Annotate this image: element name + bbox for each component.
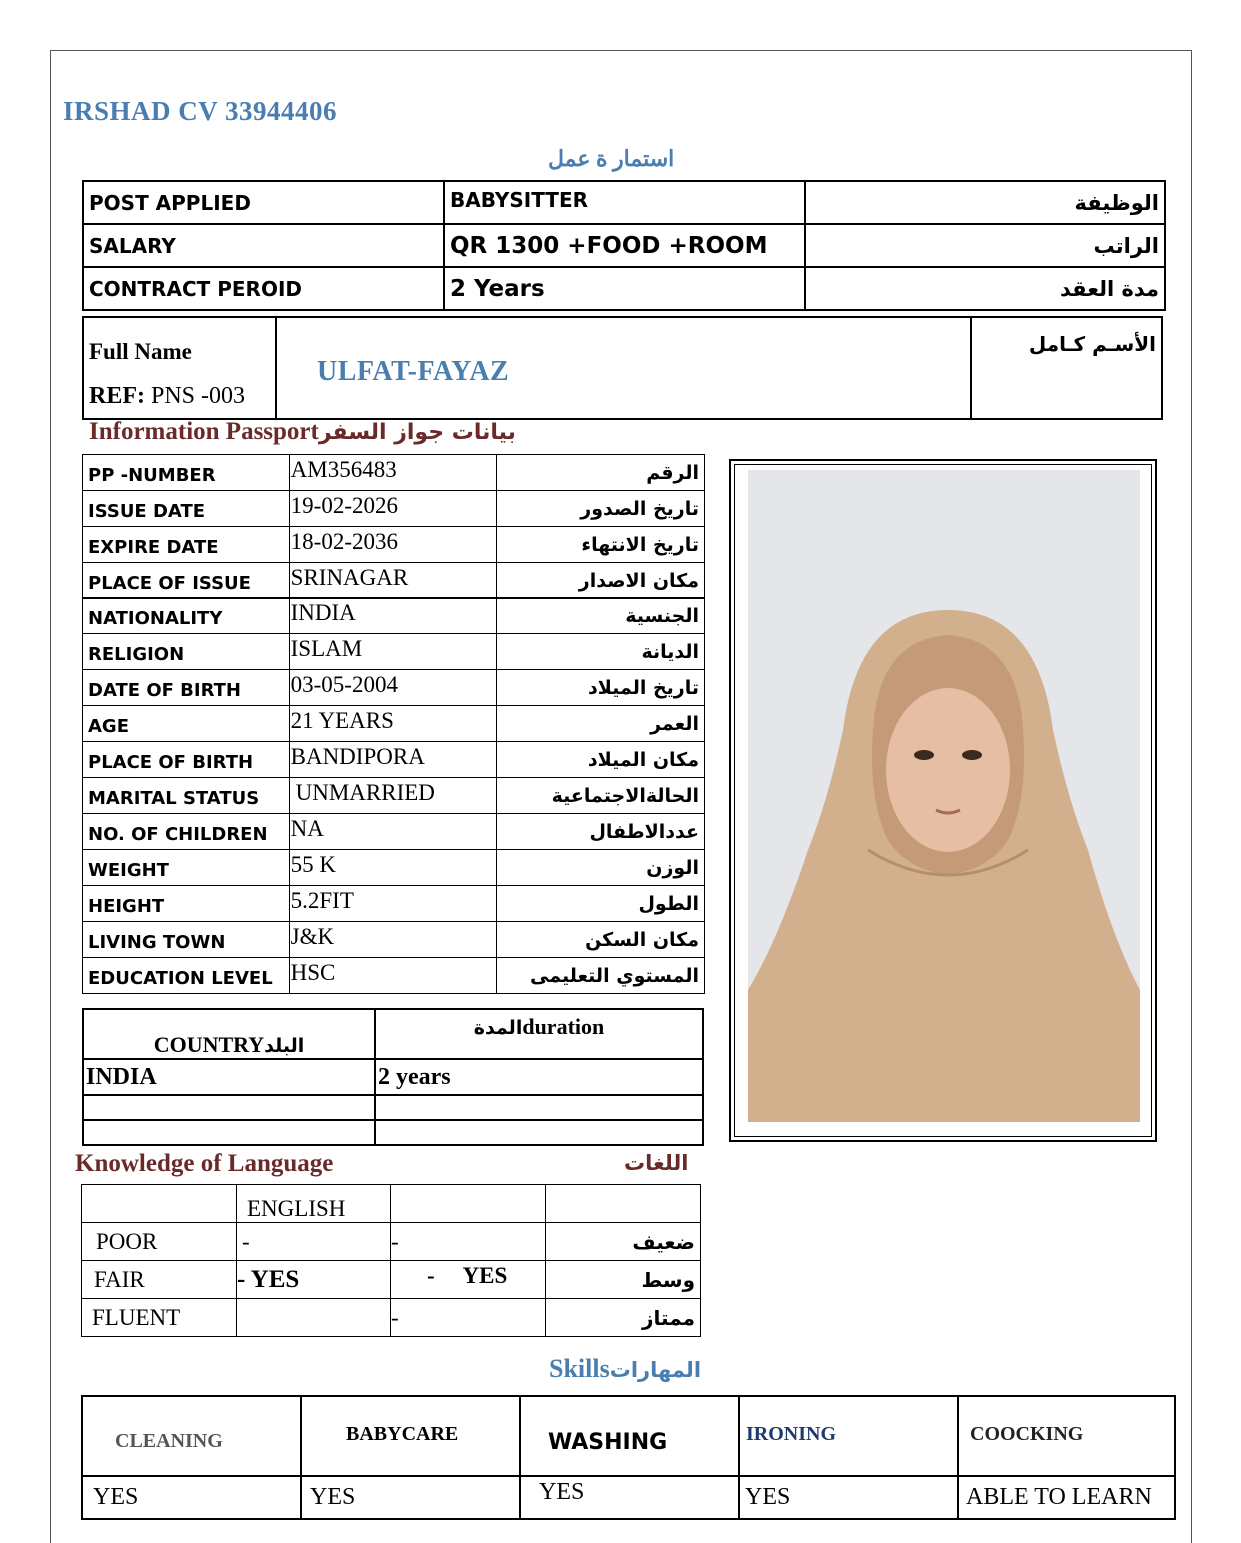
row-label-arabic: تاريخ الانتهاء <box>497 527 705 563</box>
row-label: PP -NUMBER <box>83 455 290 491</box>
row-label-arabic: عددالاطفال <box>497 814 705 850</box>
table-row <box>83 598 705 634</box>
skills-title-en: Skills <box>549 1354 610 1383</box>
job-value: BABYSITTER <box>444 181 805 224</box>
row-label: WEIGHT <box>83 850 290 886</box>
row-label-arabic: الوزن <box>497 850 705 886</box>
job-row-post <box>83 181 1165 224</box>
table-row <box>83 922 705 958</box>
experience-duration: 2 years <box>375 1059 703 1095</box>
full-name-label: Full Name <box>89 339 192 364</box>
experience-table <box>82 1008 704 1146</box>
job-table <box>82 180 1166 311</box>
table-row <box>83 455 705 491</box>
passport-title-en: Information Passport <box>89 418 319 445</box>
row-value: 21 YEARS <box>289 706 497 742</box>
job-label: CONTRACT PEROID <box>83 267 444 310</box>
row-label: PLACE OF BIRTH <box>83 742 290 778</box>
table-row <box>83 958 705 994</box>
row-label-arabic: مكان الميلاد <box>497 742 705 778</box>
row-value: 18-02-2036 <box>289 527 497 563</box>
country-header-ar: البلد <box>264 1035 305 1057</box>
table-row <box>83 634 705 670</box>
language-level: POOR <box>82 1223 237 1261</box>
row-value: BANDIPORA <box>289 742 497 778</box>
row-label: EXPIRE DATE <box>83 527 290 563</box>
table-row <box>82 1476 1175 1519</box>
country-header <box>83 1009 375 1059</box>
row-value: J&K <box>289 922 497 958</box>
job-row-salary <box>83 224 1165 267</box>
table-row <box>83 491 705 527</box>
table-row <box>83 886 705 922</box>
language-arabic-value: - YES <box>391 1261 546 1299</box>
language-table <box>81 1184 701 1337</box>
ref-value: PNS -003 <box>151 383 246 409</box>
country-header-en: COUNTRY <box>153 1032 265 1057</box>
row-value: HSC <box>289 958 497 994</box>
row-value: 5.2FIT <box>289 886 497 922</box>
duration-header-ar: المدة <box>473 1017 523 1039</box>
row-label: LIVING TOWN <box>83 922 290 958</box>
row-label-arabic: الحالةالاجتماعية <box>497 778 705 814</box>
row-label-arabic: المستوي التعليمى <box>497 958 705 994</box>
skill-value: ABLE TO LEARN <box>958 1476 1175 1519</box>
table-row <box>83 563 705 599</box>
portrait-illustration <box>748 470 1140 1122</box>
table-row <box>82 1185 701 1223</box>
job-value: 2 Years <box>444 267 805 310</box>
skills-table <box>81 1395 1176 1520</box>
passport-table <box>82 454 705 599</box>
row-label-arabic: الرقم <box>497 455 705 491</box>
passport-section-title <box>89 418 516 446</box>
language-english-value: - YES <box>237 1261 391 1299</box>
ref-label: REF: <box>89 383 145 409</box>
form-title-arabic: استمار ة عمل <box>548 146 675 171</box>
job-label-arabic: الراتب <box>805 224 1165 267</box>
language-level-arabic: ضعيف <box>546 1223 701 1261</box>
job-label: POST APPLIED <box>83 181 444 224</box>
row-label: NATIONALITY <box>83 598 290 634</box>
row-value: INDIA <box>289 598 497 634</box>
row-label: EDUCATION LEVEL <box>83 958 290 994</box>
table-row <box>83 778 705 814</box>
table-row <box>83 706 705 742</box>
table-row <box>82 1223 701 1261</box>
row-value: NA <box>289 814 497 850</box>
row-label: MARITAL STATUS <box>83 778 290 814</box>
language-english-value: - <box>237 1223 391 1261</box>
row-label-arabic: مكان الاصدار <box>497 563 705 599</box>
table-row <box>83 850 705 886</box>
row-label: HEIGHT <box>83 886 290 922</box>
job-label-arabic: مدة العقد <box>805 267 1165 310</box>
applicant-photo <box>748 470 1140 1122</box>
name-table <box>82 316 1163 420</box>
row-label: PLACE OF ISSUE <box>83 563 290 599</box>
table-row <box>83 1059 703 1095</box>
passport-title-ar: بيانات جواز السفر <box>318 420 516 445</box>
row-value: ISLAM <box>289 634 497 670</box>
language-level-arabic: وسط <box>546 1261 701 1299</box>
full-name-value: ULFAT-FAYAZ <box>276 317 971 419</box>
language-section-title-arabic: اللغات <box>624 1151 689 1175</box>
experience-country: INDIA <box>83 1059 375 1095</box>
job-row-contract <box>83 267 1165 310</box>
table-row <box>83 527 705 563</box>
table-row <box>83 670 705 706</box>
row-value: 19-02-2026 <box>289 491 497 527</box>
row-value: UNMARRIED <box>289 778 497 814</box>
row-label-arabic: تاريخ الميلاد <box>497 670 705 706</box>
duration-header <box>375 1009 703 1059</box>
ref-line <box>89 374 270 418</box>
row-label: RELIGION <box>83 634 290 670</box>
table-row <box>82 1261 701 1299</box>
language-level-arabic: ممتاز <box>546 1299 701 1337</box>
row-label: ISSUE DATE <box>83 491 290 527</box>
job-label-arabic: الوظيفة <box>805 181 1165 224</box>
row-label-arabic: تاريخ الصدور <box>497 491 705 527</box>
table-row <box>83 742 705 778</box>
row-value: 55 K <box>289 850 497 886</box>
row-label-arabic: الجنسية <box>497 598 705 634</box>
skill-value: YES <box>82 1476 301 1519</box>
full-name-label-arabic: الأسـم كـامل <box>971 317 1162 419</box>
skill-name: BABYCARE <box>301 1396 520 1476</box>
duration-header-en: duration <box>522 1014 605 1039</box>
skill-name: COOCKING <box>958 1396 1175 1476</box>
english-column-header: ENGLISH <box>237 1185 391 1223</box>
row-label: AGE <box>83 706 290 742</box>
cv-title: IRSHAD CV 33944406 <box>63 96 338 126</box>
language-arabic-value: - <box>391 1223 546 1261</box>
row-label-arabic: العمر <box>497 706 705 742</box>
table-row <box>82 1299 701 1337</box>
row-value: AM356483 <box>289 455 497 491</box>
personal-table <box>82 597 705 994</box>
skill-value: YES <box>520 1476 739 1519</box>
row-label-arabic: الديانة <box>497 634 705 670</box>
job-value: QR 1300 +FOOD +ROOM <box>444 224 805 267</box>
skill-name: IRONING <box>739 1396 958 1476</box>
row-value: 03-05-2004 <box>289 670 497 706</box>
name-label-cell <box>83 317 276 419</box>
skill-name: WASHING <box>520 1396 739 1476</box>
table-row <box>83 814 705 850</box>
skills-title-ar: المهارات <box>609 1358 702 1382</box>
language-arabic-value: - <box>391 1299 546 1337</box>
row-label-arabic: الطول <box>497 886 705 922</box>
language-level: FLUENT <box>82 1299 237 1337</box>
skill-name: CLEANING <box>82 1396 301 1476</box>
row-label-arabic: مكان السكن <box>497 922 705 958</box>
row-value: SRINAGAR <box>289 563 497 599</box>
skill-value: YES <box>739 1476 958 1519</box>
language-section-title: Knowledge of Language <box>75 1150 334 1177</box>
row-label: DATE OF BIRTH <box>83 670 290 706</box>
skills-section-title <box>549 1354 701 1384</box>
language-level: FAIR <box>82 1261 237 1299</box>
row-label: NO. OF CHILDREN <box>83 814 290 850</box>
language-english-value <box>237 1299 391 1337</box>
job-label: SALARY <box>83 224 444 267</box>
skill-value: YES <box>301 1476 520 1519</box>
